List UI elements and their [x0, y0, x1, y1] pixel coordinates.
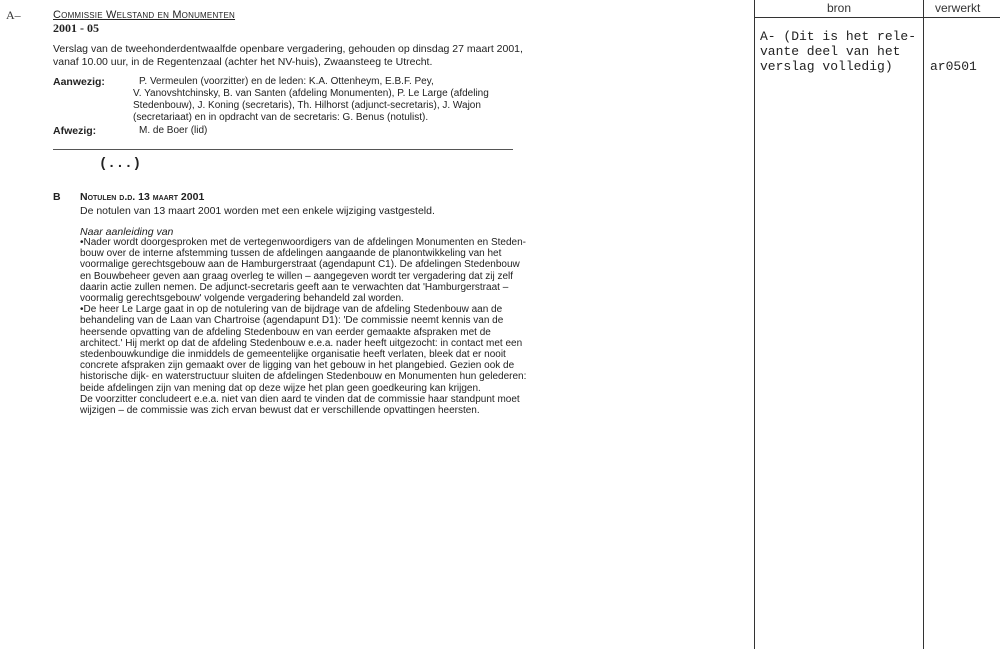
body-line: concrete afspraken zijn gemaakt over de ligging van het gebouw in het plangebied. Gezien ook de — [80, 360, 515, 372]
body-line: stedenbouwkundige die inmiddels de gemeentelijke organisatie heeft verlaten, bleek dat er nooit — [80, 349, 506, 361]
present-list — [133, 76, 489, 124]
intro-line: Verslag van de tweehonderdentwaalfde openbare vergadering, gehouden op dinsdag 27 maart 2001, — [53, 43, 523, 55]
body-paragraph — [80, 237, 526, 416]
omission-marker: (...) — [99, 156, 142, 172]
present-line: Stedenbouw), J. Koning (secretaris), Th. Hilhorst (adjunct-secretaris), J. Wajon — [133, 100, 481, 111]
present-label: Aanwezig: — [53, 76, 105, 88]
absent-label: Afwezig: — [53, 125, 97, 137]
body-line: •De heer Le Large gaat in op de notulering van de bijdrage van de afdeling Stedenbouw aan de — [80, 304, 503, 316]
body-line: beide afdelingen zijn van mening dat op deze wijze het plan geen goedkeuring kan krijgen. — [80, 382, 481, 394]
body-line: heersende opvatting van de afdeling Stedenbouw en van eerder gemaakte afspraken met de — [80, 326, 491, 338]
section-marker: A– — [6, 8, 21, 22]
body-line: De voorzitter concludeert e.e.a. niet van dien aard te vinden dat de commissie haar standpunt moet — [80, 393, 520, 405]
body-line: daarin actie zullen nemen. De adjunct-secretaris geeft aan te verwachten dat 'Hamburgerstraat – — [80, 281, 509, 293]
column-header-processed: verwerkt — [935, 1, 981, 15]
intro-paragraph — [53, 43, 523, 68]
source-note-line: vante deel van het — [760, 44, 901, 59]
organization-title: Commissie Welstand en Monumenten — [53, 9, 236, 21]
table-column-divider — [923, 0, 924, 649]
section-letter: B — [53, 191, 61, 203]
report-number: 2001 - 05 — [53, 21, 99, 35]
column-header-source: bron — [827, 1, 852, 15]
body-line: bouw over de interne afstemming tussen de afdelingen aangaande de planontwikkeling van het — [80, 248, 502, 260]
intro-line: vanaf 10.00 uur, in de Regentenzaal (achter het NV-huis), Zwaansteeg te Utrecht. — [53, 55, 433, 68]
table-border-left — [754, 0, 755, 649]
body-line: voormalig gerechtsgebouw' volgende vergadering behandeld zal worden. — [80, 293, 404, 305]
body-line: •Nader wordt doorgesproken met de vertegenwoordigers van de afdelingen Monumenten en Steden- — [80, 237, 527, 248]
body-line: en Bouwbeheer geven aan graag overleg te willen – aangegeven wordt ter vergadering dat zij zelf — [80, 270, 514, 282]
section-text: De notulen van 13 maart 2001 worden met een enkele wijziging vastgesteld. — [80, 205, 435, 217]
source-note-line: verslag volledig) — [760, 59, 893, 74]
present-line: (secretariaat) en in opdracht van de secretaris: G. Benus (notulist). — [133, 112, 429, 123]
body-line: behandeling van de Laan van Chartroise (agendapunt D1): 'De commissie neemt kennis van de — [80, 315, 504, 327]
subheading: Naar aanleiding van — [80, 226, 174, 238]
processed-code: ar0501 — [930, 59, 977, 74]
absent-value: M. de Boer (lid) — [139, 125, 208, 136]
divider-line — [53, 149, 513, 150]
body-line: architect.' Hij merkt op dat de afdeling Stedenbouw e.e.a. nader heeft uitgezocht: in contact met een — [80, 337, 523, 349]
body-line: voormalige gerechtsgebouw aan de Hamburgerstraat (agendapunt C1). De afdelingen Stedenbouw — [80, 259, 520, 271]
table-header-rule — [755, 17, 1000, 18]
present-line: V. Yanovshtchinsky, B. van Santen (afdeling Monumenten), P. Le Large (afdeling — [133, 88, 489, 99]
body-line: historische dijk- en waterstructuur sluiten de afdelingen Stedenbouw en Monumenten hun gelederen: — [80, 371, 527, 383]
source-note-line: A- (Dit is het rele- — [760, 29, 917, 44]
source-note — [760, 29, 916, 74]
section-title: Notulen d.d. 13 maart 2001 — [80, 191, 205, 203]
present-line: P. Vermeulen (voorzitter) en de leden: K.A. Ottenheym, E.B.F. Pey, — [139, 76, 434, 87]
body-line: wijzigen – de commissie was zich ervan bewust dat er verschillende opvattingen heersten. — [80, 405, 480, 417]
